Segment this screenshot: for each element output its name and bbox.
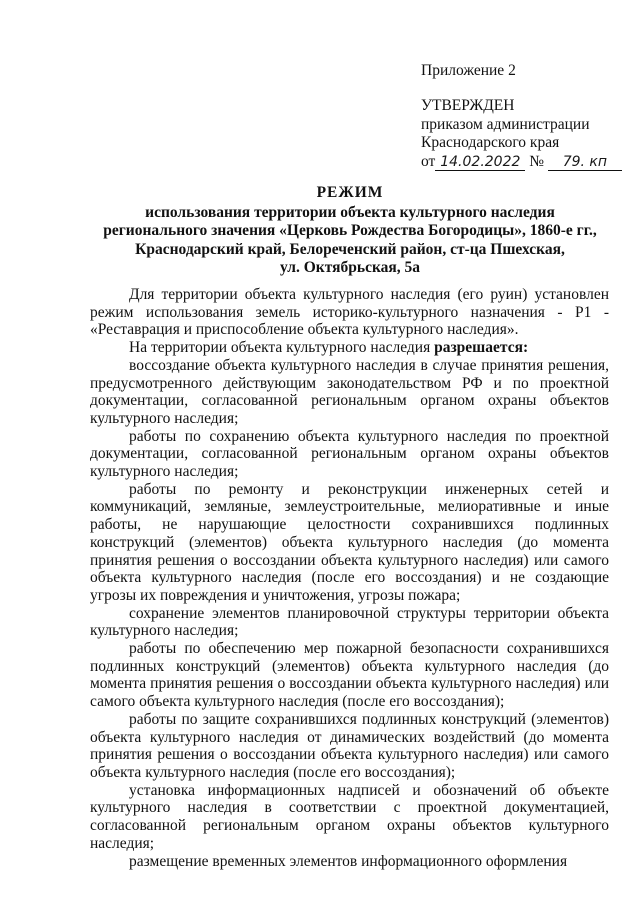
permitted-item: работы по ремонту и реконструкции инженерных сетей и коммуникаций, земляные, землеустроительные, мелиоративные и иные работы, не нарушающие целостности сохранившихся подлинных конструкций (элементов) объекта культурного наследия (до момента принятия решения о воссоздании объекта культурного наследия) или самого объекта культурного наследия (после его воссоздания) и не создающие угрозы их повреждения и уничтожения, угрозы пожара; <box>90 480 609 604</box>
document-body <box>90 286 609 870</box>
permitted-item: работы по сохранению объекта культурного наследия по проектной документации, согласованной региональным органом охраны объектов культурного наследия; <box>90 427 609 481</box>
title-main: РЕЖИМ <box>316 184 384 201</box>
permits-prefix: На территории объекта культурного наследия <box>129 339 435 357</box>
approved-by-line-1: приказом администрации <box>421 115 590 133</box>
order-date-number-line <box>421 153 622 172</box>
handwritten-number: 79. кп <box>548 154 622 171</box>
from-label: от <box>421 152 436 170</box>
title-line-3: Краснодарский край, Белореченский район, ст-ца Пшехская, <box>135 240 565 258</box>
intro-paragraph: Для территории объекта культурного наследия (его руин) установлен режим использования земель историко-культурного назначения - Р1 - «Реставрация и приспособление объекта культурного наследия». <box>90 286 609 339</box>
approval-block <box>421 97 622 171</box>
permitted-item: размещение временных элементов информационного оформления <box>129 852 568 870</box>
document-title <box>90 184 610 278</box>
permitted-item: работы по обеспечению мер пожарной безопасности сохранившихся подлинных конструкций (элементов) объекта культурного наследия (до момента принятия решения о воссоздании объекта культурного наследия) или самого объекта культурного наследия (после его воссоздания); <box>90 640 609 711</box>
permitted-item: установка информационных надписей и обозначений об объекте культурного наследия в соответствии с проектной документацией, согласованной региональным органом охраны объектов культурного наследия; <box>90 781 609 852</box>
handwritten-date: 14.02.2022 <box>435 154 525 171</box>
appendix-label: Приложение 2 <box>421 62 516 79</box>
permits-bold: разрешается: <box>434 339 529 357</box>
approved-by-line-2: Краснодарского края <box>421 134 560 151</box>
permitted-item: воссоздание объекта культурного наследия в случае принятия решения, предусмотренного действующим законодательством РФ и по проектной документации, согласованной региональным органом охраны объектов культурного наследия; <box>90 356 609 427</box>
number-label: № <box>529 152 544 170</box>
title-line-2: регионального значения «Церковь Рождества Богородицы», 1860-е гг., <box>103 222 597 239</box>
permitted-item: сохранение элементов планировочной структуры территории объекта культурного наследия; <box>90 604 609 640</box>
permitted-item: работы по защите сохранившихся подлинных конструкций (элементов) объекта культурного наследия от динамических воздействий (до момента принятия решения о воссоздании объекта культурного наследия) или самого объекта культурного наследия (после его воссоздания); <box>90 710 609 781</box>
permits-heading <box>90 339 609 357</box>
title-line-1: использования территории объекта культурного наследия <box>145 203 555 221</box>
title-line-4: ул. Октябрьская, 5а <box>279 259 421 276</box>
approved-label: УТВЕРЖДЕН <box>421 97 515 114</box>
